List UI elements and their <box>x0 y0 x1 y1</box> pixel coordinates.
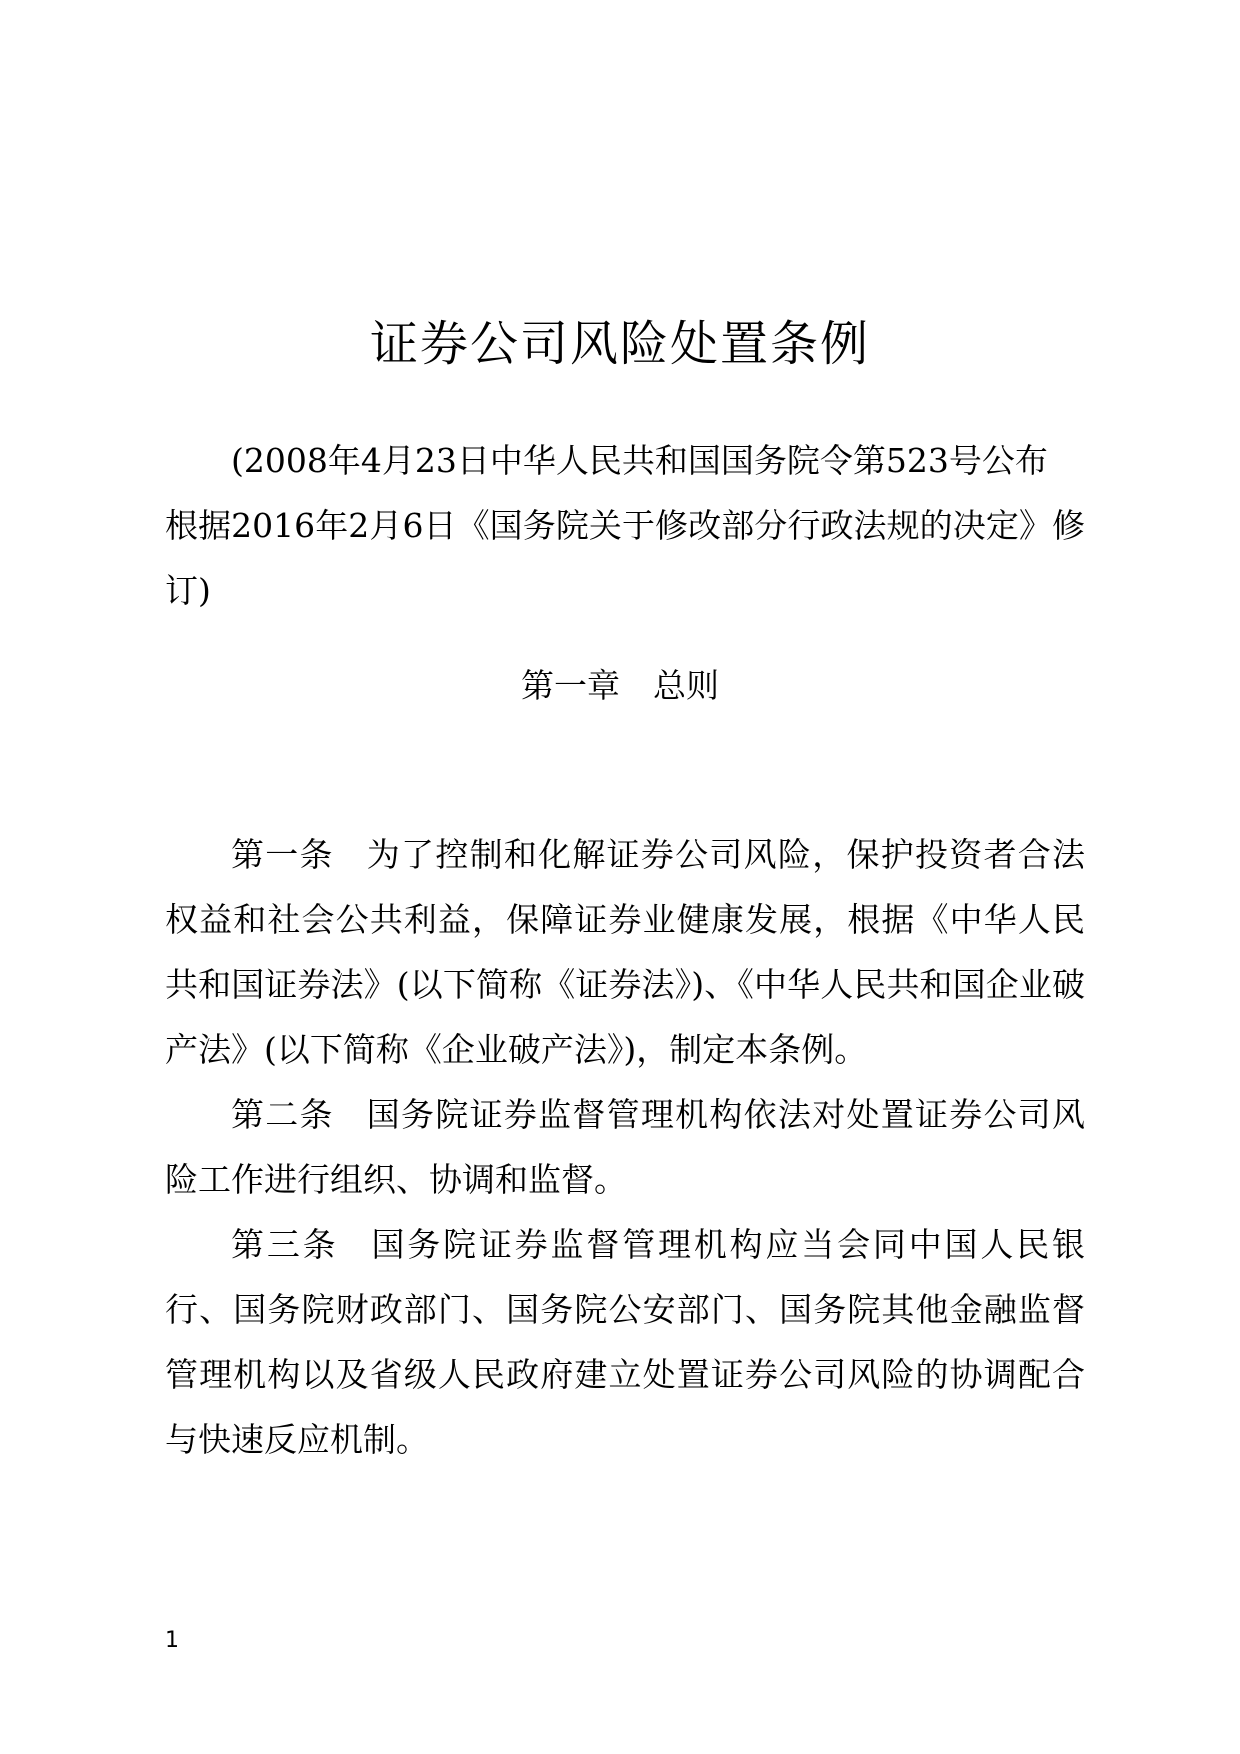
article-text: 为了控制和化解证券公司风险，保护投资者合法权益和社会公共利益，保障证券业健康发展，根据《中华人民共和国证券法》(以下简称《证券法》)、《中华人民共和国企业破产法》(以下简称《企业破产法》)，制定本条例。 <box>165 835 1086 1069</box>
article-label: 第三条 <box>231 1225 339 1264</box>
article-text: 国务院证券监督管理机构应当会同中国人民银行、国务院财政部门、国务院公安部门、国务院其他金融监督管理机构以及省级人民政府建立处置证券公司风险的协调配合与快速反应机制。 <box>165 1225 1086 1459</box>
issuance-note-line-1: (2008年4月23日中华人民共和国国务院令第523号公布 <box>231 441 1048 480</box>
article-2 <box>165 1082 1085 1212</box>
article-label: 第一条 <box>231 835 334 874</box>
issuance-note-line-2: 根据2016年2月6日《国务院关于修改部分行政法规的决定》修订) <box>165 506 1085 610</box>
articles <box>165 822 1085 1472</box>
chapter-heading: 第一章 总则 <box>521 666 719 705</box>
issuance-note <box>165 428 1085 623</box>
article-3 <box>165 1212 1085 1472</box>
document-title: 证券公司风险处置条例 <box>369 316 870 372</box>
article-1 <box>165 822 1085 1082</box>
article-label: 第二条 <box>231 1095 334 1134</box>
article-text: 国务院证券监督管理机构依法对处置证券公司风险工作进行组织、协调和监督。 <box>165 1095 1086 1199</box>
page-number: 1 <box>165 1628 179 1653</box>
